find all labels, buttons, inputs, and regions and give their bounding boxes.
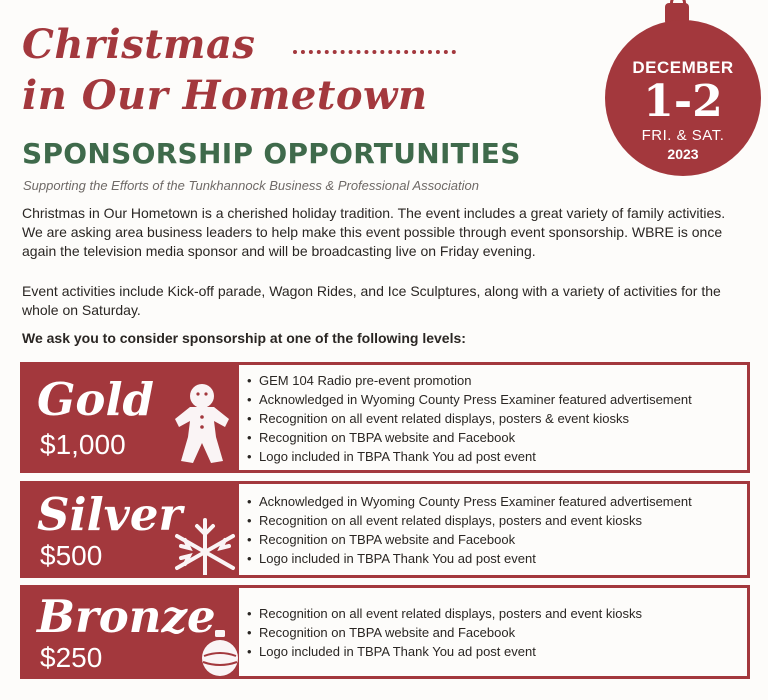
tier-silver-price: $500 [40, 540, 103, 571]
tier-bronze-benefits [245, 604, 741, 661]
date-ornament [605, 20, 761, 176]
tier-silver-benefits [245, 492, 741, 568]
benefit-item: • Logo included in TBPA Thank You ad post event [245, 447, 741, 466]
tier-bronze-name: Bronze [37, 590, 216, 643]
benefit-item: • GEM 104 Radio pre-event promotion [245, 371, 741, 390]
sponsorship-ask: We ask you to consider sponsorship at one of the following levels: [22, 330, 466, 346]
tier-bronze [20, 585, 750, 679]
date-weekdays: FRI. & SAT. [641, 127, 725, 144]
activities-paragraph: Event activities include Kick-off parade, Wagon Rides, and Ice Sculptures, along with a variety of activities for the whole on Saturday. [22, 283, 721, 318]
tier-bronze-panel [23, 588, 239, 676]
sponsorship-heading: SPONSORSHIP OPPORTUNITIES [22, 137, 521, 170]
tagline: Supporting the Efforts of the Tunkhannock Business & Professional Association [23, 178, 479, 193]
benefit-item: • Recognition on TBPA website and Facebook [245, 623, 741, 642]
date-days: 1-2 [643, 76, 723, 127]
benefit-item: • Recognition on TBPA website and Facebook [245, 428, 741, 447]
benefit-item: • Recognition on all event related displays, posters & event kiosks [245, 409, 741, 428]
tier-silver-panel [23, 484, 239, 575]
benefit-item: • Acknowledged in Wyoming County Press Examiner featured advertisement [245, 492, 741, 511]
benefit-item: • Logo included in TBPA Thank You ad post event [245, 549, 741, 568]
dotted-divider [293, 50, 456, 54]
tier-gold-panel [23, 365, 239, 470]
tier-silver [20, 481, 750, 578]
benefit-item: • Recognition on all event related displays, posters and event kiosks [245, 604, 741, 623]
tier-bronze-price: $250 [40, 642, 103, 673]
tier-gold [20, 362, 750, 473]
tier-gold-benefits [245, 371, 741, 466]
benefit-item: • Recognition on TBPA website and Facebook [245, 530, 741, 549]
benefit-item: • Acknowledged in Wyoming County Press Examiner featured advertisement [245, 390, 741, 409]
intro-paragraph: Christmas in Our Hometown is a cherished holiday tradition. The event includes a great variety of family activities. We are asking area business leaders to help make this event possible through event sponsorship. WBRE is once again the television media sponsor and will be broadcasting live on Friday evening. [22, 205, 726, 259]
gingerbread-man-icon [173, 383, 231, 465]
event-title-line1: Christmas [22, 21, 256, 68]
tier-gold-price: $1,000 [40, 429, 126, 460]
event-title-line2: in Our Hometown [22, 72, 428, 119]
tier-gold-name: Gold [37, 373, 155, 426]
benefit-item: • Logo included in TBPA Thank You ad post event [245, 642, 741, 661]
date-year: 2023 [667, 146, 699, 162]
tier-silver-name: Silver [37, 488, 183, 541]
date-month: DECEMBER [632, 58, 734, 77]
benefit-item: • Recognition on all event related displays, posters and event kiosks [245, 511, 741, 530]
